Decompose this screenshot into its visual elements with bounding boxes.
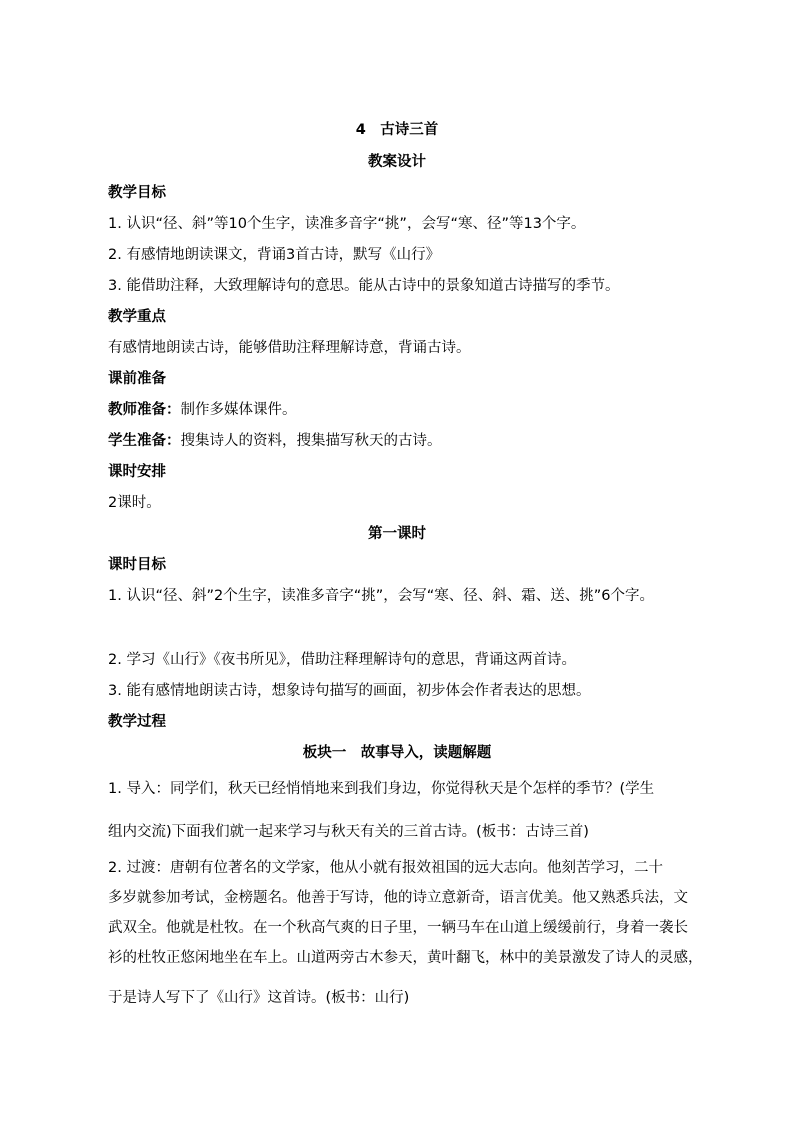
- schedule-heading: 课时安排: [108, 464, 166, 480]
- student-prep-text: 搜集诗人的资料，搜集描写秋天的古诗。: [180, 433, 442, 449]
- paragraph-line: 武双全。他就是杜牧。在一个秋高气爽的日子里，一辆马车在山道上缓缓前行，身着一袭长: [108, 920, 688, 936]
- lesson1-goal: 3. 能有感情地朗读古诗，想象诗句描写的画面，初步体会作者表达的思想。: [108, 683, 591, 699]
- key-heading: 教学重点: [108, 309, 166, 325]
- teacher-prep-text: 制作多媒体课件。: [180, 402, 297, 418]
- key-text: 有感情地朗读古诗，能够借助注释理解诗意，背诵古诗。: [108, 340, 471, 356]
- goal-item: 1. 认识“径、斜”等10个生字，读准多音字“挑”，会写“寒、径”等13个字。: [108, 216, 586, 232]
- goal-item: 2. 有感情地朗读课文，背诵3首古诗，默写《山行》: [108, 247, 441, 263]
- paragraph-line: 组内交流)下面我们就一起来学习与秋天有关的三首古诗。(板书：古诗三首): [108, 824, 589, 840]
- lesson1-goal: 1. 认识“径、斜”2个生字，读准多音字“挑”，会写“寒、径、斜、霜、送、挑”6个字。: [108, 588, 654, 604]
- prep-heading: 课前准备: [108, 371, 166, 387]
- lesson1-goal: 2. 学习《山行》《夜书所见》，借助注释理解诗句的意思，背诵这两首诗。: [108, 652, 576, 668]
- student-prep-label: 学生准备：: [108, 433, 181, 449]
- paragraph-line: 于是诗人写下了《山行》这首诗。(板书：山行): [108, 990, 410, 1006]
- paragraph-line: 多岁就参加考试，金榜题名。他善于写诗，他的诗立意新奇，语言优美。他又熟悉兵法，文: [108, 890, 688, 906]
- lesson1-goals-heading: 课时目标: [108, 557, 166, 573]
- paragraph-line: 1. 导入：同学们，秋天已经悄悄地来到我们身边，你觉得秋天是个怎样的季节？(学生: [108, 781, 655, 797]
- goals-heading: 教学目标: [108, 185, 166, 201]
- lesson1-title: 第一课时: [368, 526, 426, 542]
- design-subtitle: 教案设计: [368, 154, 426, 170]
- goal-item: 3. 能借助注释，大致理解诗句的意思。能从古诗中的景象知道古诗描写的季节。: [108, 278, 620, 294]
- paragraph-line: 衫的杜牧正悠闲地坐在车上。山道两旁古木参天，黄叶翻飞，林中的美景激发了诗人的灵感，: [108, 950, 703, 966]
- process-heading: 教学过程: [108, 714, 166, 730]
- lesson-title: 4 古诗三首: [355, 122, 439, 138]
- student-prep: [108, 431, 442, 451]
- paragraph-line: 2. 过渡：唐朝有位著名的文学家，他从小就有报效祖国的远大志向。他刻苦学习，二十: [108, 860, 663, 876]
- block1-title: 板块一 故事导入，读题解题: [302, 745, 492, 761]
- schedule-text: 2课时。: [108, 495, 161, 511]
- teacher-prep: [108, 400, 297, 420]
- teacher-prep-label: 教师准备：: [108, 402, 181, 418]
